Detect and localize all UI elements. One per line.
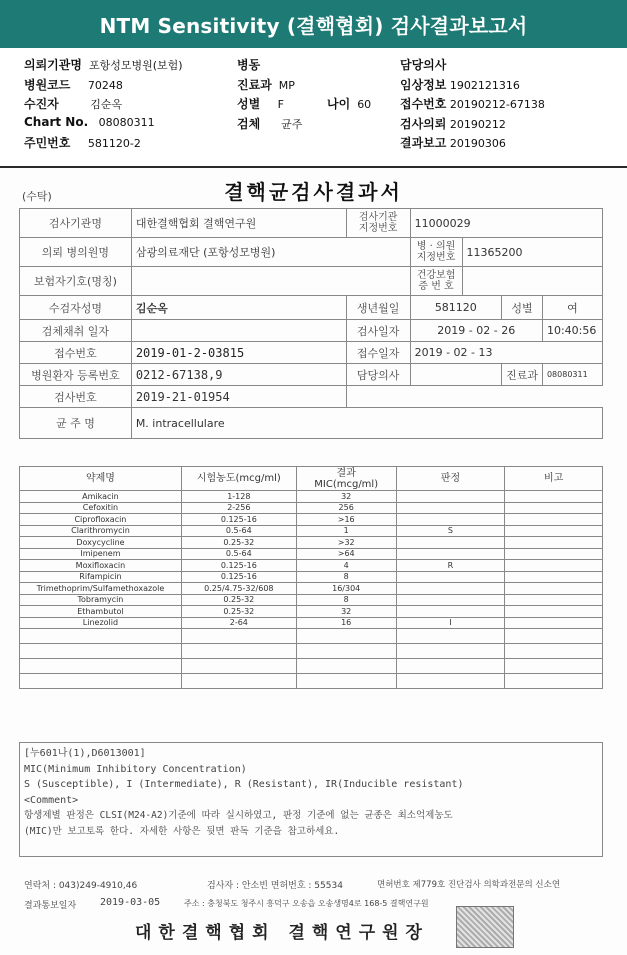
header-specimen: 검체 균주 xyxy=(237,117,303,131)
drug-judge-cell: I xyxy=(396,617,505,629)
drug-drug-cell: Ciprofloxacin xyxy=(20,514,182,526)
drug-drug-cell: Amikacin xyxy=(20,491,182,503)
drug-mic-cell: >32 xyxy=(296,537,396,549)
drug-row xyxy=(20,594,603,606)
note-line: <Comment> xyxy=(24,794,79,806)
sex-value: 여 xyxy=(542,296,602,320)
drug-note-cell xyxy=(505,606,603,618)
receipt-no-value: 2019-01-2-03815 xyxy=(131,342,346,364)
header-hospital-code: 병원코드 70248 xyxy=(24,78,123,92)
drug-judge-cell xyxy=(396,571,505,583)
table-row xyxy=(20,629,603,644)
header-receipt-no: 접수번호 20190212-67138 xyxy=(400,97,545,111)
table-row xyxy=(20,267,603,296)
table-row xyxy=(20,659,603,674)
drug-mic-cell: 1 xyxy=(296,525,396,537)
official-seal-icon xyxy=(456,906,514,948)
col-mic-header: 결과 MIC(mcg/ml) xyxy=(296,467,396,491)
footer-contact: 연락처 : 043)249-4910,46 xyxy=(24,881,138,891)
receipt-date-value: 2019 - 02 - 13 xyxy=(410,342,602,364)
strain-value: M. intracellulare xyxy=(131,408,602,439)
drug-judge-cell xyxy=(396,583,505,595)
drug-judge-cell xyxy=(396,548,505,560)
drug-judge-cell xyxy=(396,514,505,526)
exam-org-value: 대한결핵협회 결핵연구원 xyxy=(131,209,346,238)
footer-license: 면허번호 제779호 진단검사 의학과전문의 신소연 xyxy=(377,880,561,890)
form-title: 결핵균검사결과서 xyxy=(224,180,403,204)
drug-mic-cell: >64 xyxy=(296,548,396,560)
table-row xyxy=(20,209,603,238)
drug-note-cell xyxy=(505,548,603,560)
drug-drug-cell: Tobramycin xyxy=(20,594,182,606)
drug-conc-cell: 0.25-32 xyxy=(181,537,296,549)
table-row xyxy=(20,674,603,689)
note-line: S (Susceptible), I (Intermediate), R (Resistant), IR(Inducible resistant) xyxy=(24,779,464,790)
drug-mic-cell: 16 xyxy=(296,617,396,629)
header-resident-no: 주민번호 581120-2 xyxy=(24,136,141,150)
header-ward: 병동 xyxy=(237,58,261,72)
drug-conc-cell: 2-64 xyxy=(181,617,296,629)
test-date-label: 검사일자 xyxy=(346,320,410,342)
drug-drug-cell: Cefoxitin xyxy=(20,502,182,514)
col-drug-header: 약제명 xyxy=(20,467,182,491)
registration-no-value: 0212-67138,9 xyxy=(131,364,346,386)
col-conc-header: 시험농도(mcg/ml) xyxy=(181,467,296,491)
drug-note-cell xyxy=(505,525,603,537)
exam-no-value: 2019-21-01954 xyxy=(131,386,346,408)
dept-value: 08080311 xyxy=(542,364,602,386)
susceptibility-table xyxy=(19,466,603,689)
dob-label: 생년월일 xyxy=(346,296,410,320)
drug-conc-cell: 0.125-16 xyxy=(181,514,296,526)
drug-row xyxy=(20,617,603,629)
drug-row xyxy=(20,548,603,560)
drug-mic-cell: 8 xyxy=(296,571,396,583)
note-line: MIC(Minimum Inhibitory Concentration) xyxy=(24,763,247,775)
drug-conc-cell: 0.125-16 xyxy=(181,560,296,572)
exam-no-label: 검사번호 xyxy=(20,386,132,408)
drug-mic-cell: 4 xyxy=(296,560,396,572)
hospital-no-label: 병 · 의원 지정번호 xyxy=(410,238,462,267)
table-row xyxy=(20,320,603,342)
exam-org-label: 검사기관명 xyxy=(20,209,132,238)
header-sex: 성별 F xyxy=(237,97,284,111)
footer-address: 주소 : 충청북도 청주시 흥덕구 오송읍 오송생명4로 168-5 결핵연구원 xyxy=(184,899,429,908)
drug-row xyxy=(20,583,603,595)
drug-row xyxy=(20,560,603,572)
exam-org-no-label: 검사기관 지정번호 xyxy=(346,209,410,238)
drug-drug-cell: Rifampicin xyxy=(20,571,182,583)
exam-no-blank xyxy=(346,386,602,408)
drug-judge-cell xyxy=(396,594,505,606)
note-line: [누601나(1),D6013001] xyxy=(24,748,146,759)
drug-drug-cell: Trimethoprim/Sulfamethoxazole xyxy=(20,583,182,595)
drug-row xyxy=(20,571,603,583)
drug-drug-cell: Doxycycline xyxy=(20,537,182,549)
drug-conc-cell: 0.5-64 xyxy=(181,525,296,537)
sex-label: 성별 xyxy=(502,296,543,320)
drug-judge-cell xyxy=(396,606,505,618)
drug-drug-cell: Moxifloxacin xyxy=(20,560,182,572)
header-report-date: 결과보고 20190306 xyxy=(400,136,506,150)
drug-drug-cell: Clarithromycin xyxy=(20,525,182,537)
table-row xyxy=(20,364,603,386)
drug-conc-cell: 1-128 xyxy=(181,491,296,503)
note-line: 항생제별 판정은 CLSI(M24-A2)기준에 따라 실시하였고, 판정 기준에 없는 균종은 최소억제농도 xyxy=(24,810,453,821)
drug-judge-cell: S xyxy=(396,525,505,537)
insurance-no-label: 건강보험 증 번 호 xyxy=(410,267,462,296)
drug-note-cell xyxy=(505,617,603,629)
col-judge-header: 판정 xyxy=(396,467,505,491)
drug-mic-cell: >16 xyxy=(296,514,396,526)
drug-note-cell xyxy=(505,537,603,549)
doctor-value xyxy=(410,364,501,386)
drug-row xyxy=(20,537,603,549)
drug-row xyxy=(20,525,603,537)
drug-note-cell xyxy=(505,571,603,583)
drug-mic-cell: 16/304 xyxy=(296,583,396,595)
drug-conc-cell: 0.25-32 xyxy=(181,606,296,618)
drug-drug-cell: Linezolid xyxy=(20,617,182,629)
report-banner-title: NTM Sensitivity (결핵협회) 검사결과보고서 xyxy=(0,0,627,48)
receipt-no-label: 접수번호 xyxy=(20,342,132,364)
insurer-value xyxy=(131,267,410,296)
drug-row xyxy=(20,514,603,526)
test-date-value: 2019 - 02 - 26 xyxy=(410,320,542,342)
insurer-label: 보험자기호(명칭) xyxy=(20,267,132,296)
collection-date-value xyxy=(131,320,346,342)
exam-org-no-value: 11000029 xyxy=(410,209,602,238)
col-note-header: 비고 xyxy=(505,467,603,491)
table-row xyxy=(20,296,603,320)
drug-conc-cell: 0.25/4.75-32/608 xyxy=(181,583,296,595)
comment-box xyxy=(19,742,603,857)
patient-name-value: 김순옥 xyxy=(131,296,346,320)
registration-no-label: 병원환자 등록번호 xyxy=(20,364,132,386)
drug-mic-cell: 32 xyxy=(296,491,396,503)
header-request-date: 검사의뢰 20190212 xyxy=(400,117,506,131)
strain-label: 균 주 명 xyxy=(20,408,132,439)
drug-note-cell xyxy=(505,491,603,503)
drug-row xyxy=(20,491,603,503)
dept-label: 진료과 xyxy=(502,364,543,386)
receipt-date-label: 접수일자 xyxy=(346,342,410,364)
table-row xyxy=(20,238,603,267)
drug-conc-cell: 2-256 xyxy=(181,502,296,514)
footer-examiner: 검사자 : 안소빈 면허번호 : 55534 xyxy=(207,881,343,891)
header-patient: 수진자 김순옥 xyxy=(24,97,123,111)
table-row xyxy=(20,342,603,364)
drug-note-cell xyxy=(505,583,603,595)
drug-mic-cell: 32 xyxy=(296,606,396,618)
drug-note-cell xyxy=(505,560,603,572)
header-hospital-name: 의뢰기관명 포항성모병원(보험) xyxy=(24,58,183,72)
table-row xyxy=(20,644,603,659)
drug-drug-cell: Imipenem xyxy=(20,548,182,560)
doctor-label: 담당의사 xyxy=(346,364,410,386)
table-row xyxy=(20,386,603,408)
header-doctor: 담당의사 xyxy=(400,58,447,72)
req-hospital-value: 삼광의료재단 (포항성모병원) xyxy=(131,238,410,267)
drug-judge-cell xyxy=(396,491,505,503)
table-header-row xyxy=(20,467,603,491)
drug-note-cell xyxy=(505,594,603,606)
footer-report-label: 결과통보일자 xyxy=(24,901,77,911)
table-row xyxy=(20,408,603,439)
drug-mic-cell: 8 xyxy=(296,594,396,606)
hospital-no-value: 11365200 xyxy=(462,238,602,267)
drug-note-cell xyxy=(505,514,603,526)
drug-judge-cell: R xyxy=(396,560,505,572)
note-line: (MIC)만 보고토록 한다. 자세한 사항은 뒷면 판독 기준을 참고하세요. xyxy=(24,825,340,837)
header-department: 진료과 MP xyxy=(237,78,295,92)
drug-judge-cell xyxy=(396,502,505,514)
collection-date-label: 검체채취 일자 xyxy=(20,320,132,342)
drug-row xyxy=(20,502,603,514)
test-time-value: 10:40:56 xyxy=(542,320,602,342)
drug-drug-cell: Ethambutol xyxy=(20,606,182,618)
header-chart-no: Chart No. 08080311 xyxy=(24,115,155,129)
dob-value: 581120 xyxy=(410,296,501,320)
drug-row xyxy=(20,606,603,618)
drug-note-cell xyxy=(505,502,603,514)
req-hospital-label: 의뢰 병의원명 xyxy=(20,238,132,267)
specimen-info-table xyxy=(19,208,603,439)
consignment-tag: (수탁) xyxy=(22,190,52,203)
drug-judge-cell xyxy=(396,537,505,549)
drug-conc-cell: 0.25-32 xyxy=(181,594,296,606)
drug-conc-cell: 0.5-64 xyxy=(181,548,296,560)
patient-name-label: 수검자성명 xyxy=(20,296,132,320)
drug-conc-cell: 0.125-16 xyxy=(181,571,296,583)
footer-report-date: 2019-03-05 xyxy=(100,897,161,908)
lab-signature: 대한결핵협회 결핵연구원장 xyxy=(135,923,429,943)
header-age: 나이 60 xyxy=(327,97,372,111)
insurance-no-value xyxy=(462,267,602,296)
header-clinical-info: 임상정보 1902121316 xyxy=(400,78,520,92)
drug-mic-cell: 256 xyxy=(296,502,396,514)
